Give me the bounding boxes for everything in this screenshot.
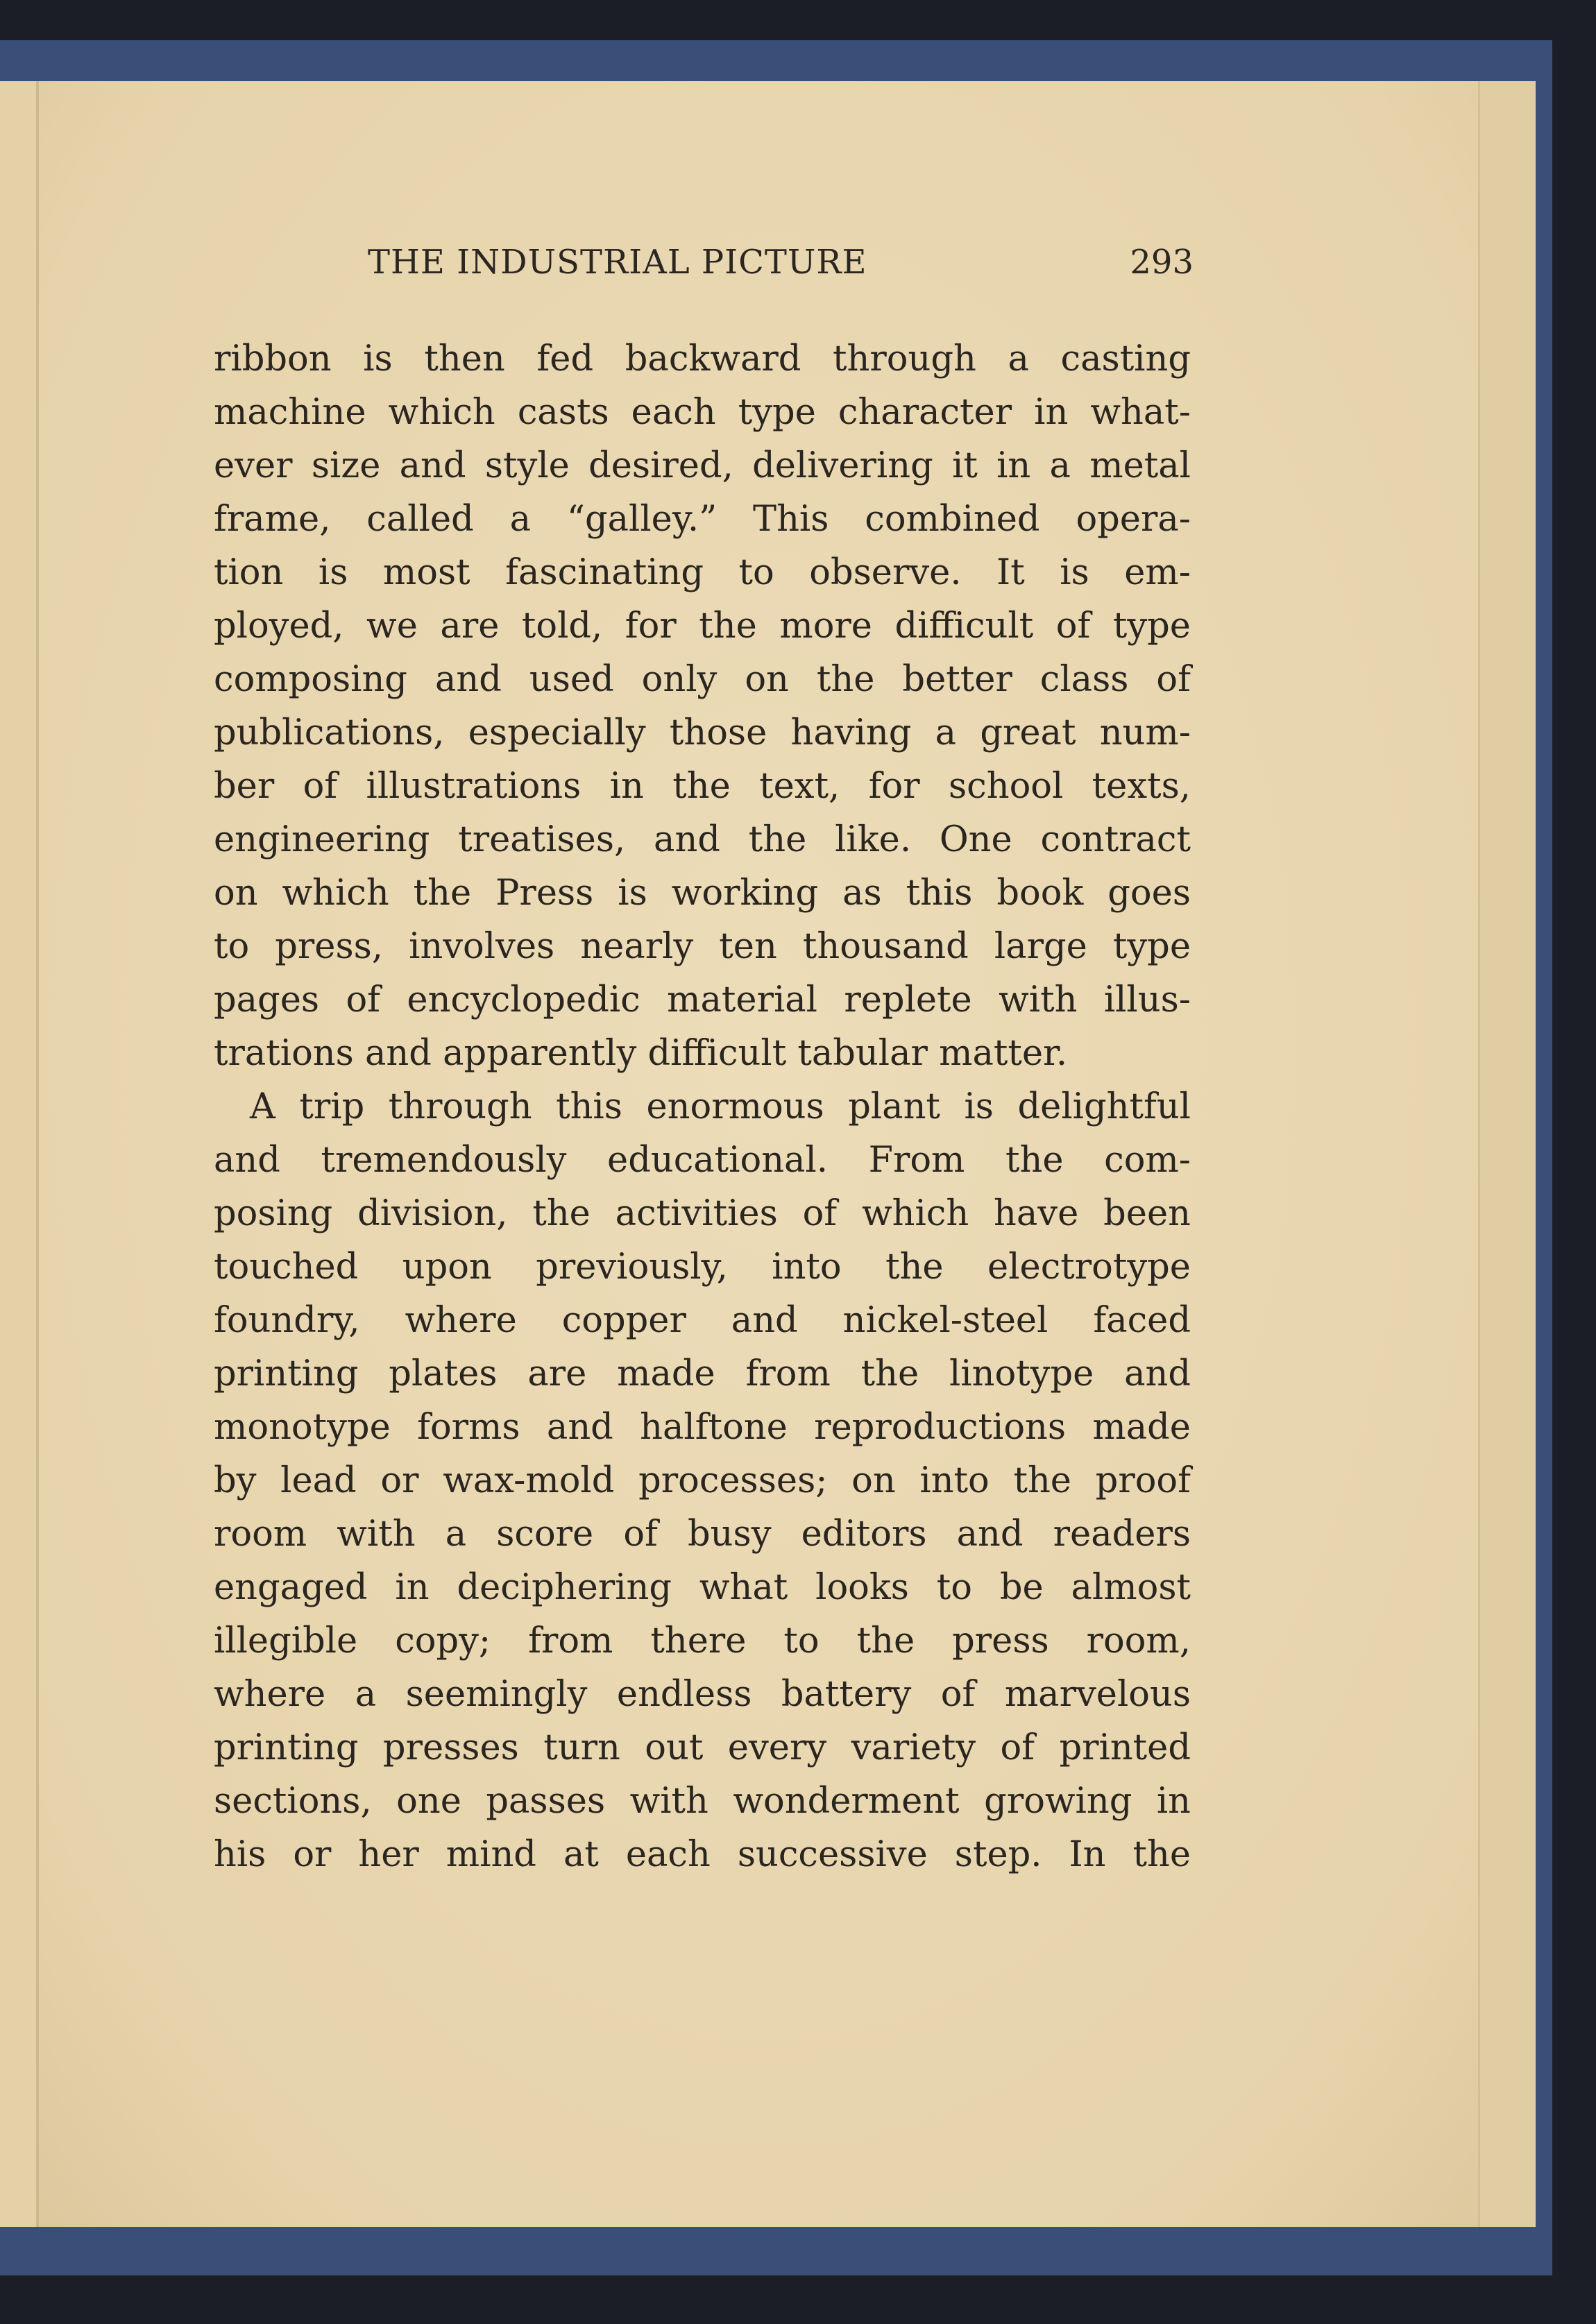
text-line: ever size and style desired, delivering it in a metal: [214, 445, 1191, 486]
text-line: monotype forms and halftone reproductions made: [214, 1407, 1191, 1448]
text-line: foundry, where copper and nickel-steel faced: [214, 1300, 1191, 1341]
page-gutter-strip: [0, 81, 39, 2227]
text-line: room with a score of busy editors and readers: [214, 1514, 1191, 1555]
text-line: ployed, we are told, for the more difficult of type: [214, 606, 1191, 647]
page-number: 293: [1130, 243, 1194, 282]
text-line: ribbon is then fed backward through a casting: [214, 339, 1191, 379]
running-head: [368, 243, 1194, 291]
paragraph: [214, 332, 1191, 1080]
text-line: publications, especially those having a great num-: [214, 712, 1191, 753]
text-line: to press, involves nearly ten thousand large type: [214, 926, 1191, 967]
text-line: on which the Press is working as this book goes: [214, 873, 1191, 914]
text-line: sections, one passes with wonderment growing in: [214, 1781, 1191, 1822]
text-line: trations and apparently difficult tabular matter.: [214, 1033, 1068, 1074]
text-line: printing plates are made from the linotype and: [214, 1353, 1191, 1394]
text-line: frame, called a “galley.” This combined opera-: [214, 499, 1191, 540]
text-line: pages of encyclopedic material replete with illus-: [214, 980, 1191, 1020]
text-line: and tremendously educational. From the com-: [214, 1140, 1191, 1181]
text-line: composing and used only on the better class of: [214, 659, 1191, 700]
text-line: engineering treatises, and the like. One contract: [214, 819, 1191, 860]
text-line: machine which casts each type character in what-: [214, 392, 1191, 433]
text-line: printing presses turn out every variety of printed: [214, 1727, 1191, 1768]
text-line: illegible copy; from there to the press room,: [214, 1621, 1191, 1661]
text-line: touched upon previously, into the electrotype: [214, 1247, 1191, 1288]
text-line: ber of illustrations in the text, for school texts,: [214, 766, 1191, 807]
running-head-title: THE INDUSTRIAL PICTURE: [368, 243, 867, 282]
text-line: his or her mind at each successive step. In the: [214, 1834, 1191, 1875]
text-line: by lead or wax-mold processes; on into the proof: [214, 1460, 1191, 1501]
text-line: tion is most fascinating to observe. It is em-: [214, 552, 1191, 593]
page-fore-edge: [1478, 81, 1536, 2227]
paragraph: [214, 1080, 1191, 1881]
text-line: engaged in deciphering what looks to be almost: [214, 1567, 1191, 1608]
text-line: where a seemingly endless battery of marvelous: [214, 1674, 1191, 1715]
text-line: posing division, the activities of which have been: [214, 1193, 1191, 1234]
body-text: [214, 332, 1191, 1881]
text-line: A trip through this enormous plant is delightful: [250, 1086, 1191, 1127]
